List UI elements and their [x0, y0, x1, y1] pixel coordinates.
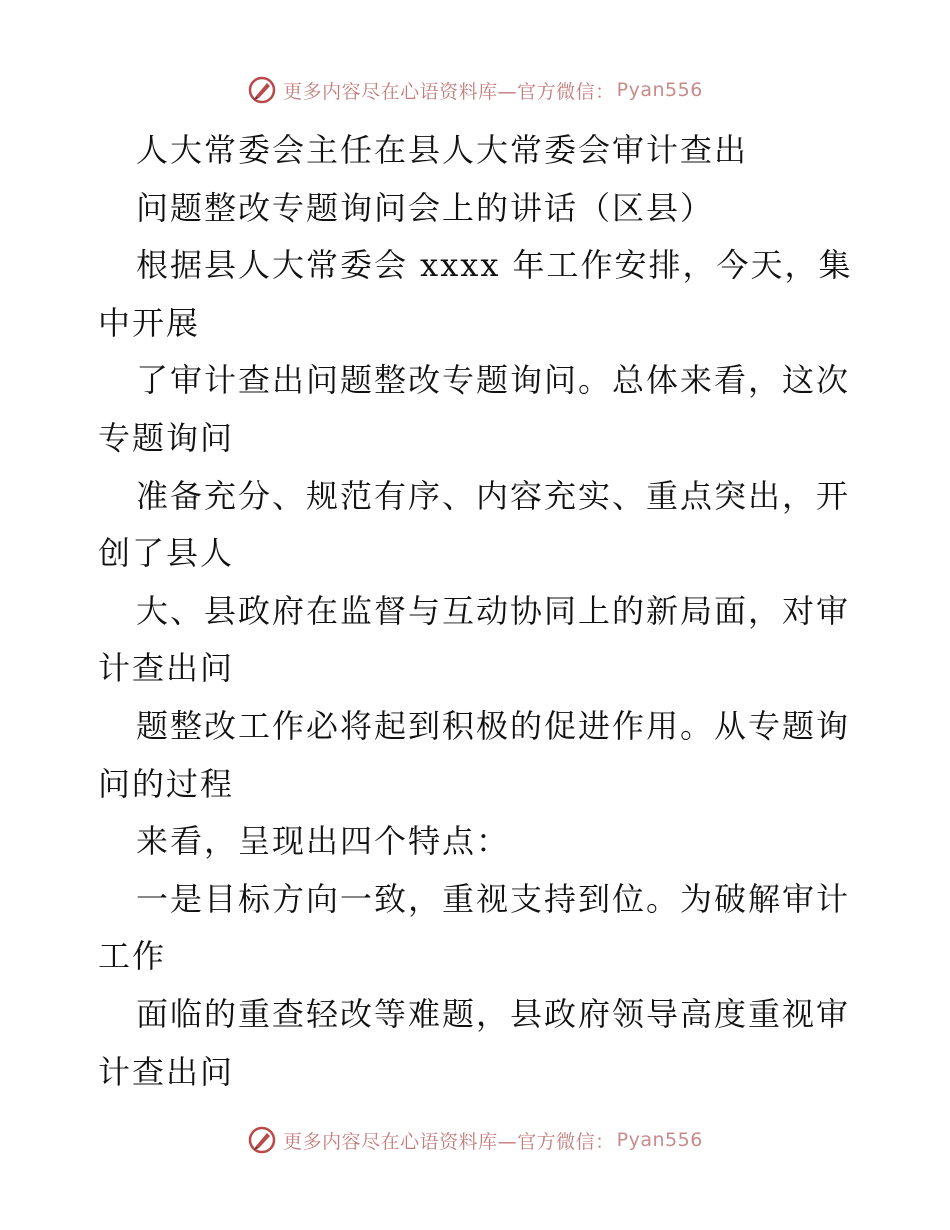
footer-banner	[0, 1120, 950, 1160]
text-line: 一是目标方向一致，重视支持到位。为破解审计	[136, 879, 851, 918]
text-line: 准备充分、规范有序、内容充实、重点突出，开	[136, 476, 851, 515]
text-line: 题整改工作必将起到积极的促进作用。从专题询	[136, 706, 851, 745]
pen-seal-icon	[247, 75, 277, 105]
text-line: 来看，呈现出四个特点：	[136, 822, 511, 861]
document-body	[98, 122, 854, 1101]
header-banner-handle: Pyan556	[616, 79, 703, 101]
text-line: 中开展	[98, 303, 201, 342]
text-line: 大、县政府在监督与互动协同上的新局面，对审	[136, 591, 851, 630]
text-line: 问题整改专题询问会上的讲话（区县）	[136, 188, 715, 227]
text-line: 创了县人	[98, 534, 235, 573]
text-line: 了审计查出问题整改专题询问。总体来看，这次	[136, 361, 851, 400]
text-line: 计查出问	[98, 649, 235, 688]
footer-banner-handle: Pyan556	[616, 1129, 703, 1151]
footer-banner-text: 更多内容尽在心语资料库—官方微信：	[283, 1130, 615, 1153]
pen-seal-icon	[247, 1125, 277, 1155]
text-line: 工作	[98, 937, 167, 976]
text-line: 计查出问	[98, 1052, 235, 1091]
text-line: 根据县人大常委会 xxxx 年工作安排，今天，集	[136, 246, 853, 285]
header-banner	[0, 70, 950, 110]
text-line: 专题询问	[98, 418, 235, 457]
header-banner-text: 更多内容尽在心语资料库—官方微信：	[283, 80, 615, 103]
text-line: 问的过程	[98, 764, 235, 803]
text-line: 人大常委会主任在县人大常委会审计查出	[136, 131, 749, 169]
text-line: 面临的重查轻改等难题，县政府领导高度重视审	[136, 994, 851, 1033]
